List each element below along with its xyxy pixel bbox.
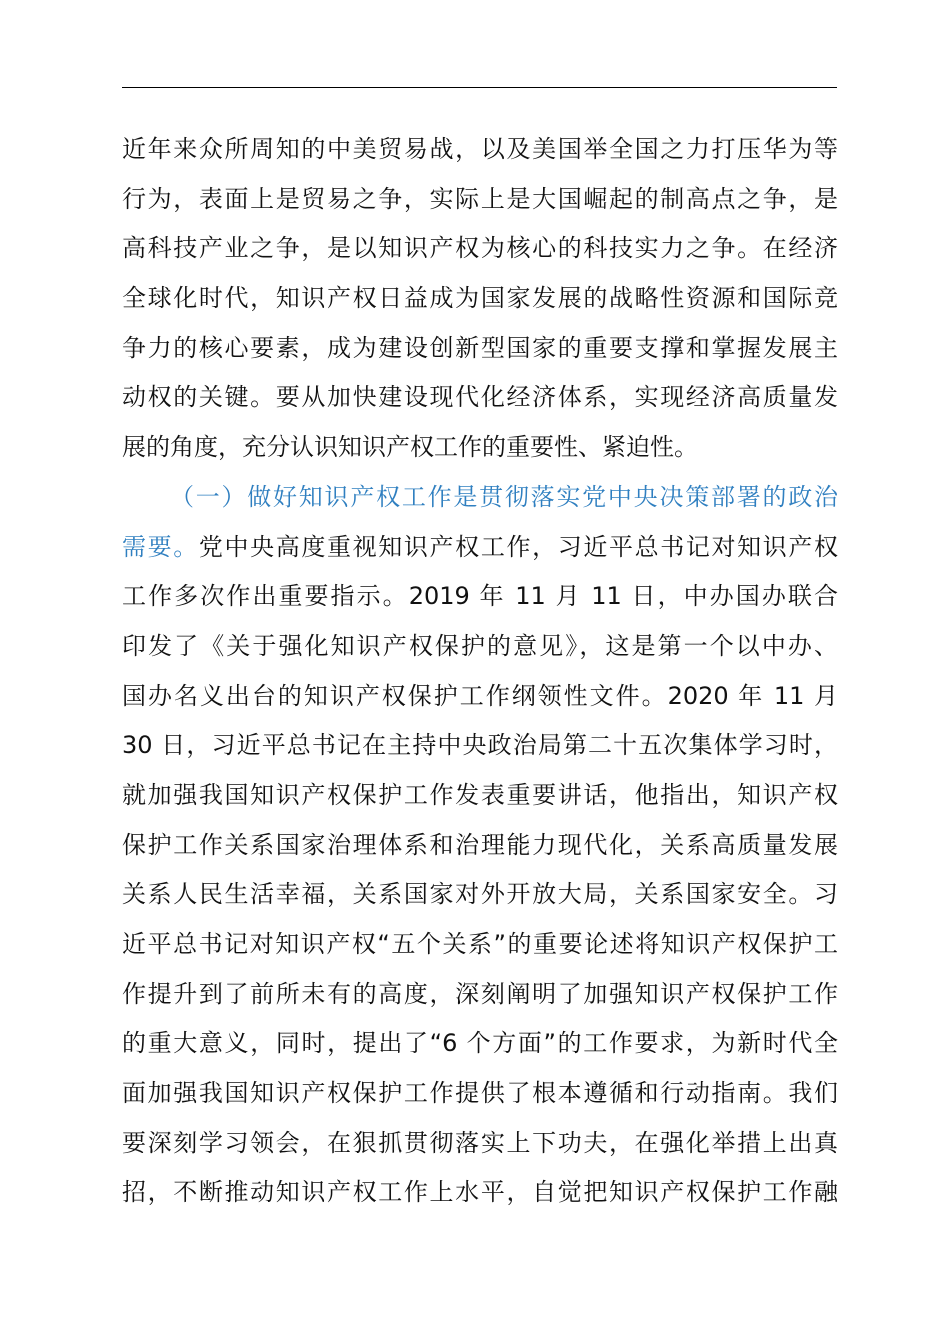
paragraph1-line: 行为，表面上是贸易之争，实际上是大国崛起的制高点之争，是 bbox=[122, 184, 838, 213]
paragraph1-line: 全球化时代，知识产权日益成为国家发展的战略性资源和国际竞 bbox=[122, 284, 838, 313]
paragraph1-line: 动权的关键。要从加快建设现代化经济体系，实现经济高质量发 bbox=[122, 383, 838, 412]
paragraph2-line: 要深刻学习领会，在狠抓贯彻落实上下功夫，在强化举措上出真 bbox=[122, 1128, 838, 1157]
paragraph2-line: 的重大意义，同时，提出了“6 个方面”的工作要求，为新时代全 bbox=[122, 1029, 838, 1058]
paragraph2-line: 保护工作关系国家治理体系和治理能力现代化，关系高质量发展 bbox=[122, 830, 838, 859]
paragraph1-line: 近年来众所周知的中美贸易战，以及美国举全国之力打压华为等 bbox=[122, 135, 838, 163]
paragraph2-line: 面加强我国知识产权保护工作提供了根本遵循和行动指南。我们 bbox=[122, 1079, 838, 1108]
header-rule bbox=[122, 87, 837, 88]
paragraph2-line: 近平总书记对知识产权“五个关系”的重要论述将知识产权保护工 bbox=[122, 930, 838, 958]
paragraph2-line: 作提升到了前所未有的高度，深刻阐明了加强知识产权保护工作 bbox=[122, 979, 838, 1008]
paragraph2-line: 招，不断推动知识产权工作上水平，自觉把知识产权保护工作融 bbox=[122, 1178, 838, 1207]
paragraph2-line: 30 日，习近平总书记在主持中央政治局第二十五次集体学习时， bbox=[122, 731, 838, 760]
paragraph2-line: 关系人民生活幸福，关系国家对外开放大局，关系国家安全。习 bbox=[122, 880, 838, 909]
section-heading-end: 需要。 bbox=[122, 532, 199, 561]
paragraph2-line bbox=[122, 529, 838, 579]
paragraph1-line: 展的角度，充分认识知识产权工作的重要性、紧迫性。 bbox=[122, 433, 698, 462]
paragraph1-line: 高科技产业之争，是以知识产权为核心的科技实力之争。在经济 bbox=[122, 234, 838, 263]
section-heading-line: （一）做好知识产权工作是贯彻落实党中央决策部署的政治 bbox=[170, 482, 838, 511]
paragraph2-line: 工作多次作出重要指示。2019 年 11 月 11 日，中办国办联合 bbox=[122, 582, 838, 611]
paragraph2-line: 国办名义出台的知识产权保护工作纲领性文件。2020 年 11 月 bbox=[122, 681, 838, 710]
paragraph2-line: 印发了《关于强化知识产权保护的意见》，这是第一个以中办、 bbox=[122, 631, 838, 660]
body-text bbox=[122, 131, 838, 1224]
paragraph2-line-text: 党中央高度重视知识产权工作，习近平总书记对知识产权 bbox=[198, 532, 838, 561]
paragraph2-line: 就加强我国知识产权保护工作发表重要讲话，他指出，知识产权 bbox=[122, 780, 838, 809]
paragraph1-line: 争力的核心要素，成为建设创新型国家的重要支撑和掌握发展主 bbox=[122, 333, 838, 362]
